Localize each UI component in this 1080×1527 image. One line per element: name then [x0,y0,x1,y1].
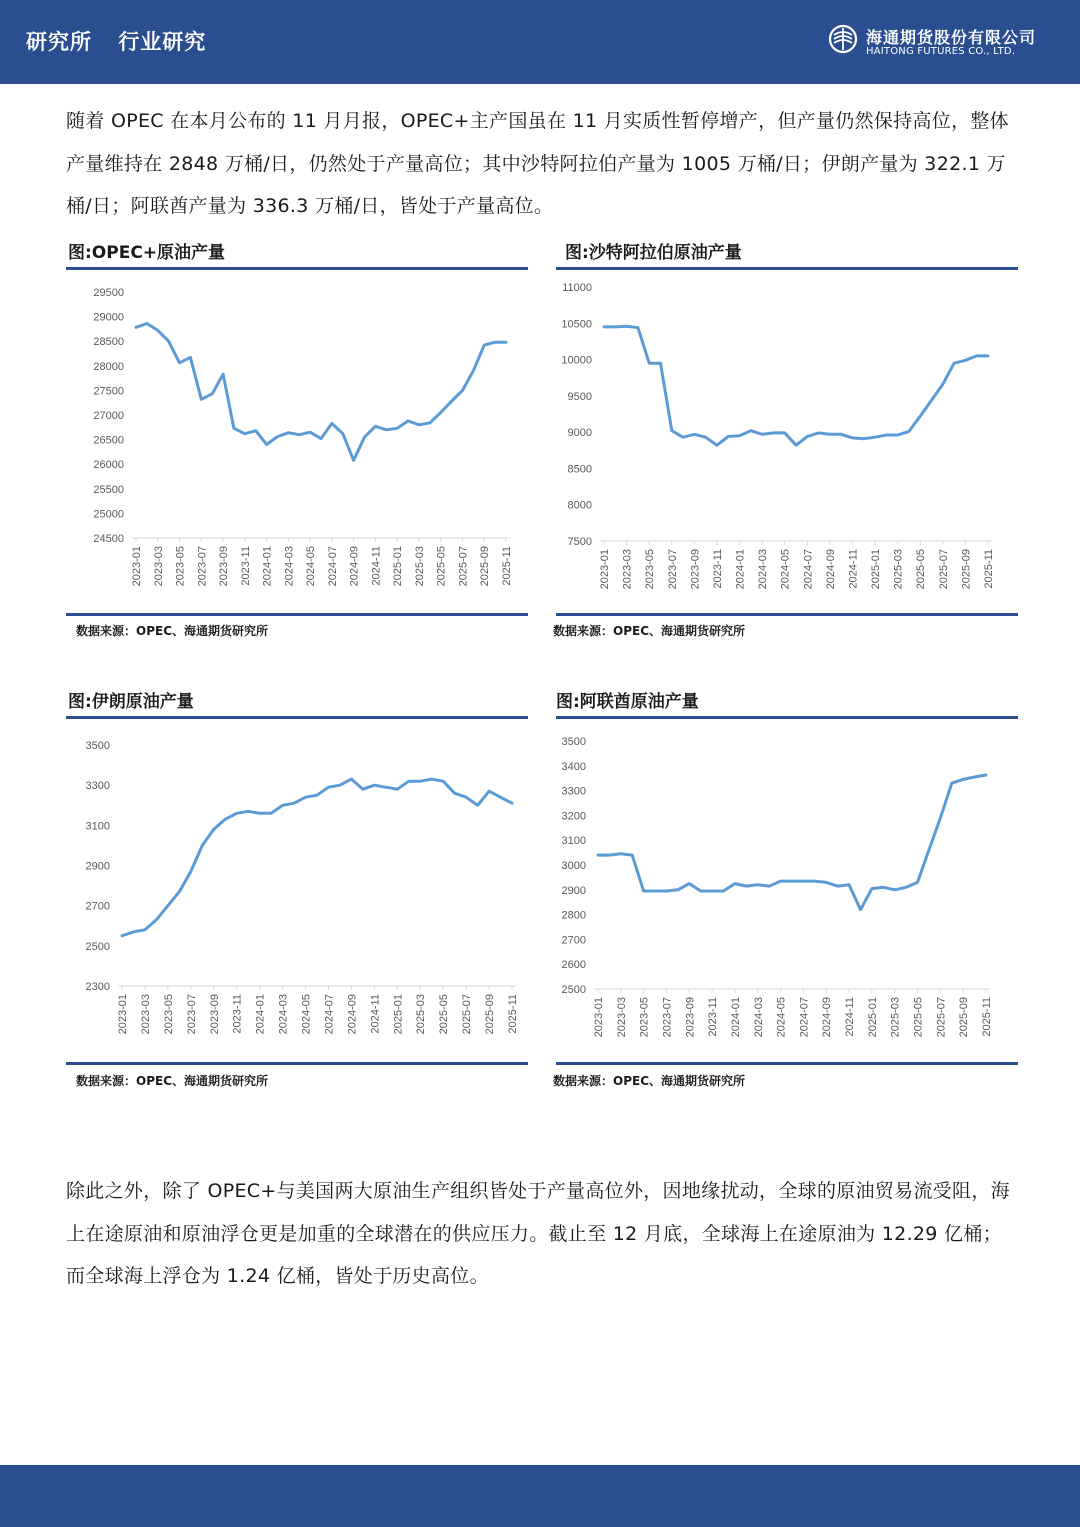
data-point [750,429,752,431]
x-tick-label: 2024-03 [757,549,770,590]
data-point [450,400,452,402]
data-point [951,782,953,784]
y-tick-label: 3500 [561,736,586,748]
x-tick-label: 2025-01 [870,549,883,590]
x-tick-label: 2024-01 [254,994,267,1035]
data-point [905,886,907,888]
data-point [178,890,180,892]
data-point [637,326,639,328]
x-tick-label: 2023-05 [638,997,651,1038]
data-point [806,435,808,437]
data-point [682,436,684,438]
data-point [213,828,215,830]
data-point [817,432,819,434]
y-tick-label: 2800 [561,909,586,922]
x-tick-label: 2024-11 [847,549,860,589]
data-point [121,935,123,937]
series-line-saudi [604,326,988,445]
chart-uae [556,721,1018,1061]
data-point [499,796,501,798]
data-point [677,889,679,891]
x-tick-label: 2024-05 [779,549,792,590]
data-point [597,854,599,856]
y-tick-label: 10000 [561,354,592,367]
chart-title-iran: 图:伊朗原油产量 [68,692,194,712]
x-tick-label: 2025-11 [983,549,995,589]
logo-company-en: HAITONG FUTURES CO., LTD. [866,46,1016,57]
y-tick-label: 27000 [93,410,124,422]
x-tick-label: 2024-09 [346,994,359,1035]
data-point [973,776,975,778]
y-tick-label: 27500 [93,385,124,398]
x-tick-label: 2025-05 [435,546,448,587]
data-point [693,433,695,435]
data-point [494,341,496,343]
x-tick-label: 2025-07 [461,994,474,1035]
data-point [247,810,249,812]
data-point [224,818,226,820]
x-tick-label: 2025-03 [892,549,905,590]
data-point [309,431,311,433]
data-point [135,326,137,328]
x-tick-label: 2025-09 [484,994,497,1035]
data-point [976,355,978,357]
chart-bottom-rule [66,613,528,616]
chart-svg-uae [556,721,1018,1061]
x-tick-label: 2025-11 [981,997,993,1037]
series-line-iran [122,779,512,936]
y-tick-label: 28500 [93,336,124,349]
chart-iran [66,721,528,1061]
chart-top-rule [556,267,1018,270]
data-point [167,904,169,906]
y-tick-label: 3000 [561,860,586,872]
data-point [659,362,661,364]
chart-bottom-rule [66,1062,528,1065]
data-point [385,429,387,431]
x-tick-label: 2023-01 [593,997,605,1038]
x-tick-label: 2025-09 [479,546,492,587]
y-tick-label: 2900 [85,860,110,873]
data-point [352,459,354,461]
data-point [418,424,420,426]
x-tick-label: 2024-03 [752,997,765,1038]
chart-top-rule [556,716,1018,719]
data-point [157,329,159,331]
data-point [665,890,667,892]
y-tick-label: 28000 [93,360,124,373]
data-point [244,432,246,434]
chart-title-uae: 图:阿联酋原油产量 [556,692,699,712]
x-tick-label: 2024-03 [283,546,296,587]
x-tick-label: 2023-03 [139,994,152,1035]
x-tick-label: 2025-01 [392,546,405,587]
y-tick-label: 29000 [93,311,124,324]
x-tick-label: 2025-03 [889,997,902,1038]
y-tick-label: 9500 [567,390,592,403]
data-point [825,881,827,883]
data-point [802,880,804,882]
data-point [408,780,410,782]
data-point [704,436,706,438]
data-point [222,373,224,375]
data-point [795,444,797,446]
data-point [429,422,431,424]
data-point [396,788,398,790]
data-point [362,788,364,790]
data-point [654,890,656,892]
x-tick-label: 2024-05 [300,994,313,1035]
data-point [625,325,627,327]
data-point [761,433,763,435]
chart-top-rule [66,267,528,270]
x-tick-label: 2024-01 [729,997,742,1038]
y-tick-label: 3200 [561,810,586,823]
data-point [373,784,375,786]
x-tick-label: 2024-07 [802,549,815,590]
data-point [265,443,267,445]
data-point [779,880,781,882]
data-point [316,794,318,796]
data-point [419,780,421,782]
x-tick-label: 2024-01 [734,549,747,590]
data-point [190,870,192,872]
x-tick-label: 2024-07 [323,994,336,1035]
x-tick-label: 2024-03 [277,994,290,1035]
chart-source-uae: 数据来源：OPEC、海通期货研究所 [553,1074,746,1088]
x-tick-label: 2023-03 [615,997,628,1038]
data-point [985,774,987,776]
data-point [716,444,718,446]
x-tick-label: 2025-11 [507,994,519,1034]
data-point [631,854,633,856]
x-tick-label: 2025-01 [392,994,405,1035]
data-point [814,880,816,882]
data-point [233,427,235,429]
data-point [293,802,295,804]
data-point [859,908,861,910]
x-tick-label: 2023-09 [684,997,697,1038]
data-point [189,356,191,358]
data-point [894,889,896,891]
y-tick-label: 9000 [567,427,592,440]
data-point [939,817,941,819]
data-point [258,812,260,814]
data-point [688,882,690,884]
data-point [440,411,442,413]
x-tick-label: 2023-07 [661,997,674,1038]
x-tick-label: 2025-09 [958,997,971,1038]
data-point [908,430,910,432]
chart-opec [66,272,528,612]
x-tick-label: 2025-11 [501,546,513,586]
y-tick-label: 24500 [93,533,124,545]
data-point [930,399,932,401]
chart-bottom-rule [556,613,1018,616]
data-point [298,433,300,435]
x-tick-label: 2023-11 [239,546,252,586]
y-tick-label: 2700 [561,934,586,947]
data-point [442,780,444,782]
data-point [916,881,918,883]
y-tick-label: 26000 [93,459,124,472]
x-tick-label: 2024-07 [798,997,811,1038]
series-line-uae [598,775,986,910]
y-tick-label: 3100 [85,820,110,833]
chart-title-saudi: 图:沙特阿拉伯原油产量 [565,243,742,263]
data-point [928,849,930,851]
data-point [255,430,257,432]
y-tick-label: 2500 [85,940,110,953]
data-point [874,436,876,438]
data-point [734,882,736,884]
data-point [851,437,853,439]
chart-source-saudi: 数据来源：OPEC、海通期货研究所 [553,624,746,638]
data-point [919,415,921,417]
data-point [342,432,344,434]
x-tick-label: 2024-09 [348,546,361,587]
data-point [431,778,433,780]
y-tick-label: 3100 [561,835,586,848]
data-point [700,890,702,892]
data-point [896,434,898,436]
data-point [829,433,831,435]
x-tick-label: 2024-09 [821,997,834,1038]
x-tick-label: 2023-07 [185,994,198,1035]
x-tick-label: 2023-07 [196,546,209,587]
data-point [236,812,238,814]
data-point [942,383,944,385]
y-tick-label: 29500 [93,287,124,299]
x-tick-label: 2023-07 [666,549,679,590]
data-point [396,427,398,429]
x-tick-label: 2025-03 [413,546,426,587]
intro-paragraph: 随着 OPEC 在本月公布的 11 月月报，OPEC+主产国虽在 11 月实质性暂停增产，但产量仍然保持高位，整体产量维持在 2848 万桶/日，仍然处于产量高位；其中沙特阿拉伯产量为 1005 万桶/日；伊朗产量为 322.1 万桶/日；阿联酋产量为 336.3 万桶/日，皆处于产量高位。 [66,110,1009,217]
chart-top-rule [66,716,528,719]
data-point [144,929,146,931]
x-tick-label: 2025-07 [937,549,950,590]
data-point [276,435,278,437]
x-tick-label: 2024-05 [775,997,788,1038]
data-point [488,790,490,792]
y-tick-label: 11000 [562,282,592,294]
x-tick-label: 2025-05 [915,549,928,590]
data-point [603,326,605,328]
x-tick-label: 2025-05 [912,997,925,1038]
x-tick-label: 2023-03 [621,549,634,590]
data-point [320,437,322,439]
data-point [738,435,740,437]
x-tick-label: 2025-09 [960,549,973,590]
x-tick-label: 2024-11 [844,997,857,1037]
header-category: 行业研究 [118,30,207,54]
data-point [132,931,134,933]
data-point [620,853,622,855]
chart-bottom-rule [556,1062,1018,1065]
y-tick-label: 2300 [85,981,110,993]
x-tick-label: 2023-01 [599,549,611,590]
data-point [848,884,850,886]
data-point [671,429,673,431]
data-point [722,890,724,892]
data-point [178,362,180,364]
data-point [385,786,387,788]
data-point [745,885,747,887]
data-point [791,880,793,882]
x-tick-label: 2023-11 [711,549,724,589]
x-tick-label: 2024-11 [370,546,383,586]
data-point [511,802,513,804]
y-tick-label: 3300 [85,780,110,793]
data-point [211,393,213,395]
data-point [648,362,650,364]
data-point [871,887,873,889]
data-point [642,890,644,892]
x-tick-label: 2024-05 [305,546,318,587]
chart-svg-saudi [556,272,1018,612]
data-point [304,796,306,798]
x-tick-label: 2024-01 [261,546,274,587]
x-tick-label: 2023-05 [644,549,657,590]
data-point [339,784,341,786]
data-point [363,436,365,438]
data-point [772,432,774,434]
chart-title-opec: 图:OPEC+原油产量 [68,243,226,263]
x-tick-label: 2023-11 [231,994,244,1034]
haitong-logo-icon [828,24,858,54]
data-point [836,885,838,887]
x-tick-label: 2023-01 [131,546,143,587]
data-point [465,796,467,798]
x-tick-label: 2025-03 [415,994,428,1035]
data-point [331,422,333,424]
y-tick-label: 25000 [93,508,124,521]
data-point [727,435,729,437]
y-tick-label: 2600 [561,959,586,972]
data-point [407,420,409,422]
data-point [757,884,759,886]
data-point [614,326,616,328]
x-tick-label: 2025-05 [438,994,451,1035]
company-logo [828,22,1037,64]
y-tick-label: 3400 [561,760,586,773]
chart-svg-opec [66,272,528,612]
chart-source-opec: 数据来源：OPEC、海通期货研究所 [76,624,269,638]
data-point [882,886,884,888]
x-tick-label: 2023-11 [707,997,720,1037]
x-tick-label: 2023-03 [152,546,165,587]
y-tick-label: 8500 [567,463,592,476]
data-point [768,885,770,887]
header-labels [26,26,224,56]
data-point [327,786,329,788]
y-tick-label: 2700 [85,900,110,913]
data-point [964,359,966,361]
data-point [167,340,169,342]
x-tick-label: 2023-09 [208,994,221,1035]
chart-svg-iran [66,721,528,1061]
x-tick-label: 2025-07 [935,997,948,1038]
x-tick-label: 2023-09 [689,549,702,590]
y-tick-label: 26500 [93,434,124,447]
header-section: 研究所 [26,30,92,54]
x-tick-label: 2024-09 [824,549,837,590]
data-point [287,432,289,434]
x-tick-label: 2023-05 [174,546,187,587]
data-point [350,778,352,780]
x-tick-label: 2023-09 [218,546,231,587]
data-point [270,812,272,814]
data-point [987,355,989,357]
data-point [461,389,463,391]
data-point [453,792,455,794]
chart-saudi [556,272,1018,612]
x-tick-label: 2024-07 [326,546,339,587]
data-point [711,890,713,892]
data-point [962,778,964,780]
data-point [281,804,283,806]
data-point [200,398,202,400]
data-point [483,344,485,346]
data-point [885,434,887,436]
y-tick-label: 2900 [561,884,586,897]
y-tick-label: 3300 [561,785,586,798]
data-point [784,432,786,434]
data-point [374,425,376,427]
data-point [953,362,955,364]
y-tick-label: 2500 [561,984,586,996]
x-tick-label: 2025-07 [457,546,470,587]
data-point [472,370,474,372]
supply-paragraph: 除此之外，除了 OPEC+与美国两大原油生产组织皆处于产量高位外，因地缘扰动，全球的原油贸易流受阻，海上在途原油和原油浮仓更是加重的全球潜在的供应压力。截止至 12 月底，全球海上在途原油为 12.29 亿桶；而全球海上浮仓为 1.24 亿桶，皆处于历史高位。 [66,1180,1010,1287]
x-tick-label: 2023-05 [162,994,175,1035]
logo-company-cn: 海通期货股份有限公司 [866,28,1037,47]
y-tick-label: 8000 [567,499,592,512]
y-tick-label: 3500 [85,740,110,752]
data-point [608,854,610,856]
x-tick-label: 2023-01 [117,994,129,1035]
data-point [505,341,507,343]
x-tick-label: 2024-11 [369,994,382,1034]
data-point [155,919,157,921]
data-point [840,433,842,435]
x-tick-label: 2025-01 [866,997,879,1038]
y-tick-label: 25500 [93,483,124,496]
data-point [863,437,865,439]
chart-source-iran: 数据来源：OPEC、海通期货研究所 [76,1074,269,1088]
y-tick-label: 10500 [561,318,592,331]
y-tick-label: 7500 [567,536,592,548]
page-footer [0,1465,1080,1527]
data-point [476,804,478,806]
data-point [146,322,148,324]
data-point [201,844,203,846]
page-header [0,0,1080,84]
